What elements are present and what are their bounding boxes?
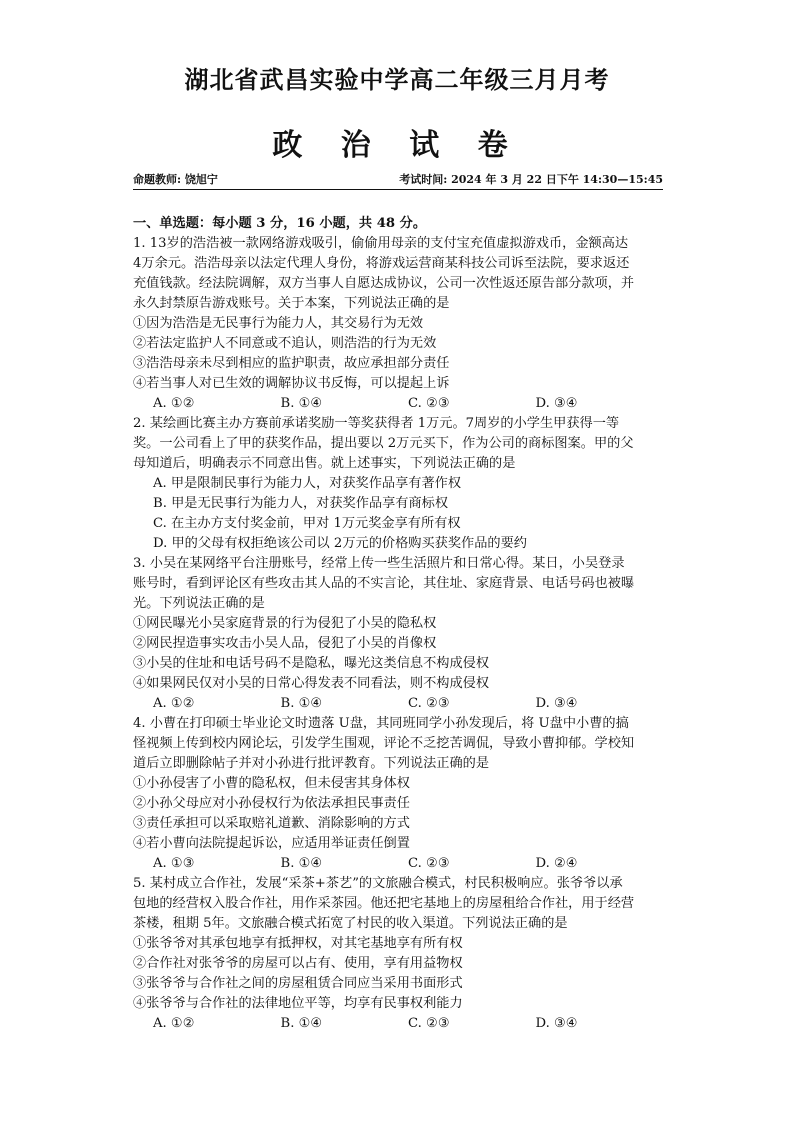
answer-options	[133, 1014, 663, 1034]
statement-item: ④若小曹向法院提起诉讼，应适用举证责任倒置	[133, 836, 410, 851]
statement-item: ①网民曝光小吴家庭背景的行为侵犯了小吴的隐私权	[133, 616, 437, 631]
statement-item: ③责任承担可以采取赔礼道歉、消除影响的方式	[133, 816, 410, 831]
question-stem-line: 充值钱款。经法院调解，双方当事人自愿达成协议，公司一次性返还原告部分款项，并	[133, 276, 635, 291]
question-stem-line: 4万余元。浩浩母亲以法定代理人身份，将游戏运营商某科技公司诉至法院，要求返还	[133, 256, 630, 271]
option-b: B. ①④	[280, 856, 323, 871]
question-stem-line: 包地的经营权入股合作社，用作采茶园。他还把宅基地上的房屋租给合作社，用于经营	[133, 896, 635, 911]
header-divider	[133, 189, 663, 190]
statement-item: ②小孙父母应对小孙侵权行为依法承担民事责任	[133, 796, 410, 811]
option-b: B. ①④	[280, 396, 323, 411]
question-stem-line: 3. 小吴在某网络平台注册账号，经常上传一些生活照片和日常心得。某日，小吴登录	[133, 556, 625, 571]
option-c: C. ②③	[408, 1016, 450, 1031]
question-stem-line: 永久封禁原告游戏账号。关于本案，下列说法正确的是	[133, 296, 450, 311]
question-stem-line: 奖。一公司看上了甲的获奖作品，提出要以 2万元买下，作为公司的商标图案。甲的父	[133, 436, 634, 451]
statement-item: ④张爷爷与合作社的法律地位平等，均享有民事权利能力	[133, 996, 463, 1011]
answer-options	[133, 394, 663, 414]
statement-item: ①小孙侵害了小曹的隐私权，但未侵害其身体权	[133, 776, 410, 791]
section-header: 一、单选题：每小题 3 分，16 小题，共 48 分。	[133, 216, 427, 231]
question-stem-line: 2. 某绘画比赛主办方赛前承诺奖励一等奖获得者 1万元。7周岁的小学生甲获得一等	[133, 416, 620, 431]
option-c: C. ②③	[408, 696, 450, 711]
option-a: A. ①②	[153, 696, 195, 711]
option-d: D. ③④	[535, 696, 578, 711]
statement-item: ②合作社对张爷爷的房屋可以占有、使用，享有用益物权	[133, 956, 463, 971]
option-d: D. 甲的父母有权拒绝该公司以 2万元的价格购买获奖作品的要约	[153, 536, 527, 551]
statement-item: ④若当事人对已生效的调解协议书反悔，可以提起上诉	[133, 376, 450, 391]
question-stem-line: 光。下列说法正确的是	[133, 596, 265, 611]
option-c: C. ②③	[408, 856, 450, 871]
question-stem-line: 4. 小曹在打印硕士毕业论文时遗落 U盘，其同班同学小孙发现后，将 U盘中小曹的搞	[133, 716, 629, 731]
option-a: A. ①③	[153, 856, 195, 871]
option-d: D. ②④	[535, 856, 578, 871]
exam-meta	[133, 171, 663, 187]
option-b: B. ①④	[280, 696, 323, 711]
question-stem-line: 道后立即删除帖子并对小孙进行批评教育。下列说法正确的是	[133, 756, 490, 771]
question-stem-line: 母知道后，明确表示不同意出售。就上述事实，下列说法正确的是	[133, 456, 516, 471]
question-stem-line: 茶楼，租期 5年。文旅融合模式拓宽了村民的收入渠道。下列说法正确的是	[133, 916, 568, 931]
statement-item: ①因为浩浩是无民事行为能力人，其交易行为无效	[133, 316, 424, 331]
statement-item: ②网民捏造事实攻击小吴人品，侵犯了小吴的肖像权	[133, 636, 437, 651]
option-d: D. ③④	[535, 1016, 578, 1031]
statement-item: ④如果网民仅对小吴的日常心得发表不同看法，则不构成侵权	[133, 676, 490, 691]
question-2	[133, 414, 663, 554]
option-a: A. 甲是限制民事行为能力人，对获奖作品享有著作权	[153, 476, 462, 491]
answer-options	[133, 694, 663, 714]
option-a: A. ①②	[153, 396, 195, 411]
statement-item: ③小吴的住址和电话号码不是隐私，曝光这类信息不构成侵权	[133, 656, 490, 671]
option-b: B. 甲是无民事行为能力人，对获奖作品享有商标权	[153, 496, 449, 511]
option-b: B. ①④	[280, 1016, 323, 1031]
school-title: 湖北省武昌实验中学高二年级三月月考	[184, 65, 610, 94]
option-c: C. ②③	[408, 396, 450, 411]
exam-time-label: 考试时间: 2024 年 3 月 22 日下午 14:30—15:45	[399, 173, 663, 186]
question-stem-line: 5. 某村成立合作社，发展“采茶+茶艺”的文旅融合模式，村民积极响应。张爷爷以承	[133, 876, 623, 891]
subject-title: 政 治 试 卷	[272, 128, 522, 163]
question-4	[133, 714, 663, 874]
option-d: D. ③④	[535, 396, 578, 411]
statement-item: ③张爷爷与合作社之间的房屋租赁合同应当采用书面形式	[133, 976, 463, 991]
statement-item: ①张爷爷对其承包地享有抵押权，对其宅基地享有所有权	[133, 936, 463, 951]
question-3	[133, 554, 663, 714]
option-a: A. ①②	[153, 1016, 195, 1031]
option-c: C. 在主办方支付奖金前，甲对 1万元奖金享有所有权	[153, 516, 461, 531]
question-5	[133, 874, 663, 1034]
question-stem-line: 账号时，看到评论区有些攻击其人品的不实言论，其住址、家庭背景、电话号码也被曝	[133, 576, 635, 591]
answer-options	[133, 854, 663, 874]
question-stem-line: 1. 13岁的浩浩被一款网络游戏吸引，偷偷用母亲的支付宝充值虚拟游戏币，金额高达	[133, 236, 629, 251]
questions-body	[133, 214, 663, 1034]
question-stem-line: 怪视频上传到校内网论坛，引发学生围观，评论不乏挖苦调侃，导致小曹抑郁。学校知	[133, 736, 635, 751]
question-1	[133, 234, 663, 414]
statement-item: ②若法定监护人不同意或不追认，则浩浩的行为无效	[133, 336, 437, 351]
teacher-label: 命题教师: 饶旭宁	[133, 173, 218, 186]
statement-item: ③浩浩母亲未尽到相应的监护职责，故应承担部分责任	[133, 356, 450, 371]
